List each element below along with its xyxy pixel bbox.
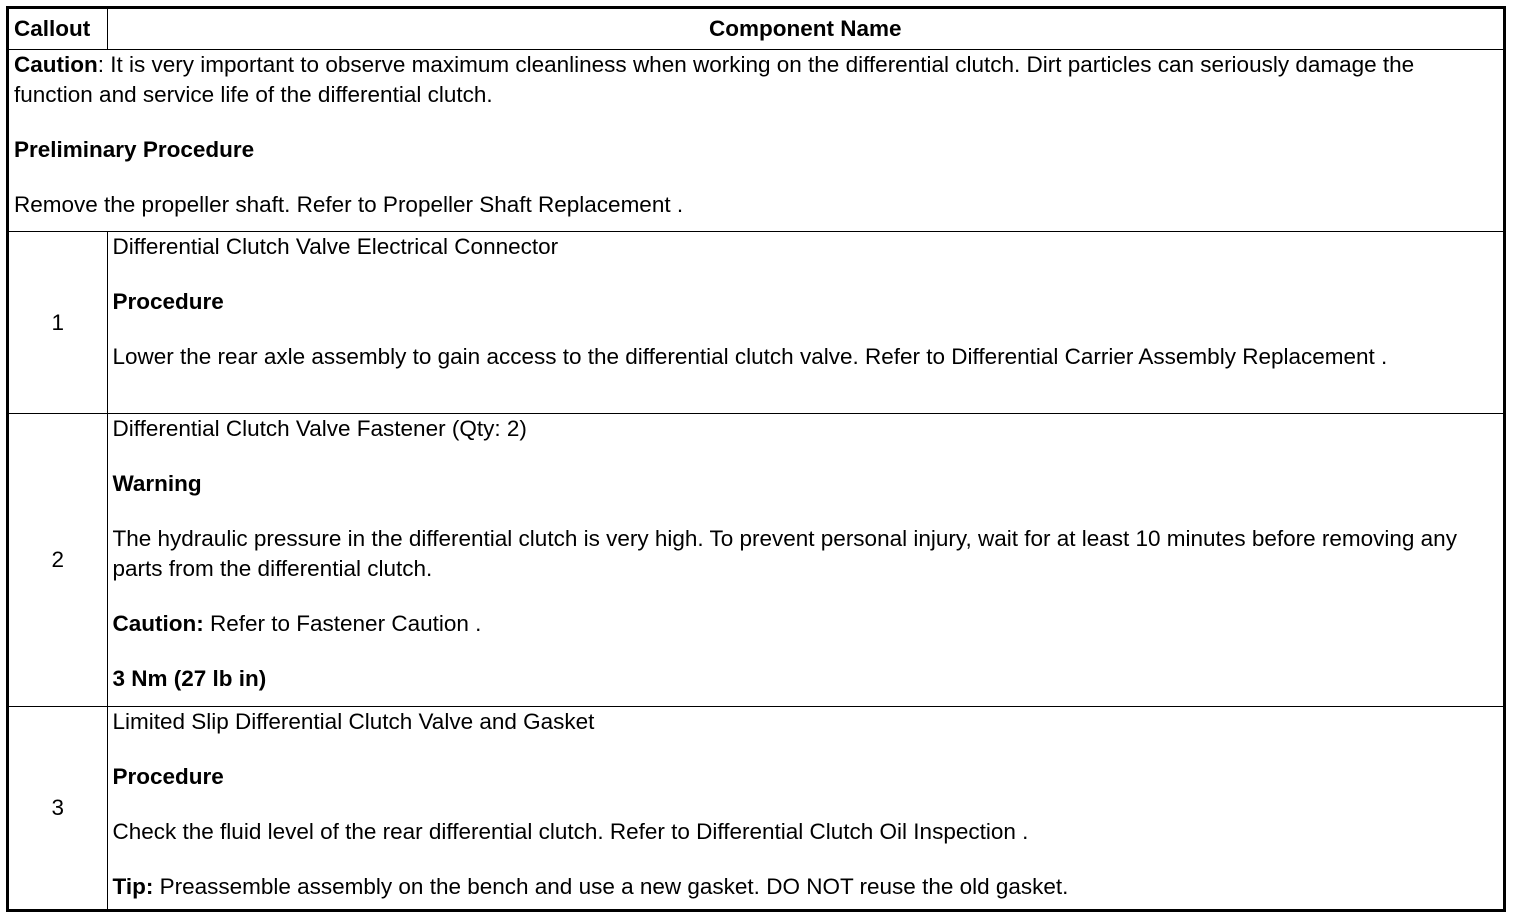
component-name: Limited Slip Differential Clutch Valve and Gasket — [112, 709, 595, 734]
preliminary-caution — [14, 50, 1498, 110]
preliminary-heading: Preliminary Procedure — [14, 137, 255, 162]
component-name: Differential Clutch Valve Fastener (Qty: 2) — [112, 416, 527, 441]
caution-label: Caution: — [112, 611, 204, 636]
preliminary-row — [9, 50, 1503, 232]
table-header-row — [9, 9, 1503, 50]
preliminary-step: Remove the propeller shaft. Refer to Propeller Shaft Replacement . — [14, 192, 684, 217]
preliminary-cell — [9, 50, 1503, 232]
warning-text: The hydraulic pressure in the differential clutch is very high. To prevent personal injury, wait for at least 10 minutes before removing any parts from the differential clutch. — [112, 526, 1457, 581]
torque-spec: 3 Nm (27 lb in) — [112, 666, 267, 691]
callout-number: 3 — [9, 707, 107, 910]
component-cell — [107, 707, 1503, 910]
caution-text: : It is very important to observe maximum cleanliness when working on the differential clutch. Dirt particles can seriously damage the function and service life of the differential clutch. — [14, 52, 1415, 107]
procedure-document — [6, 6, 1506, 912]
tip-note — [113, 872, 1499, 902]
table-row — [9, 707, 1503, 910]
component-name-column-header: Component Name — [107, 9, 1503, 50]
caution-label: Caution — [14, 52, 98, 77]
procedure-text: Lower the rear axle assembly to gain access to the differential clutch valve. Refer to Differential Carrier Assembly Replacement . — [112, 344, 1388, 369]
component-name: Differential Clutch Valve Electrical Connector — [112, 234, 559, 259]
tip-text: Preassemble assembly on the bench and use a new gasket. DO NOT reuse the old gasket. — [153, 874, 1069, 899]
procedure-heading: Procedure — [112, 764, 224, 789]
caution-text: Refer to Fastener Caution . — [203, 611, 482, 636]
procedure-table — [9, 9, 1503, 909]
component-cell — [107, 232, 1503, 414]
callout-column-header: Callout — [9, 9, 107, 50]
fastener-caution — [113, 609, 1499, 639]
procedure-heading: Procedure — [112, 289, 224, 314]
callout-number: 1 — [9, 232, 107, 414]
procedure-text: Check the fluid level of the rear differential clutch. Refer to Differential Clutch Oil Inspection . — [112, 819, 1029, 844]
tip-label: Tip: — [112, 874, 154, 899]
table-row — [9, 414, 1503, 707]
warning-heading: Warning — [112, 471, 202, 496]
callout-number: 2 — [9, 414, 107, 707]
table-row — [9, 232, 1503, 414]
component-cell — [107, 414, 1503, 707]
